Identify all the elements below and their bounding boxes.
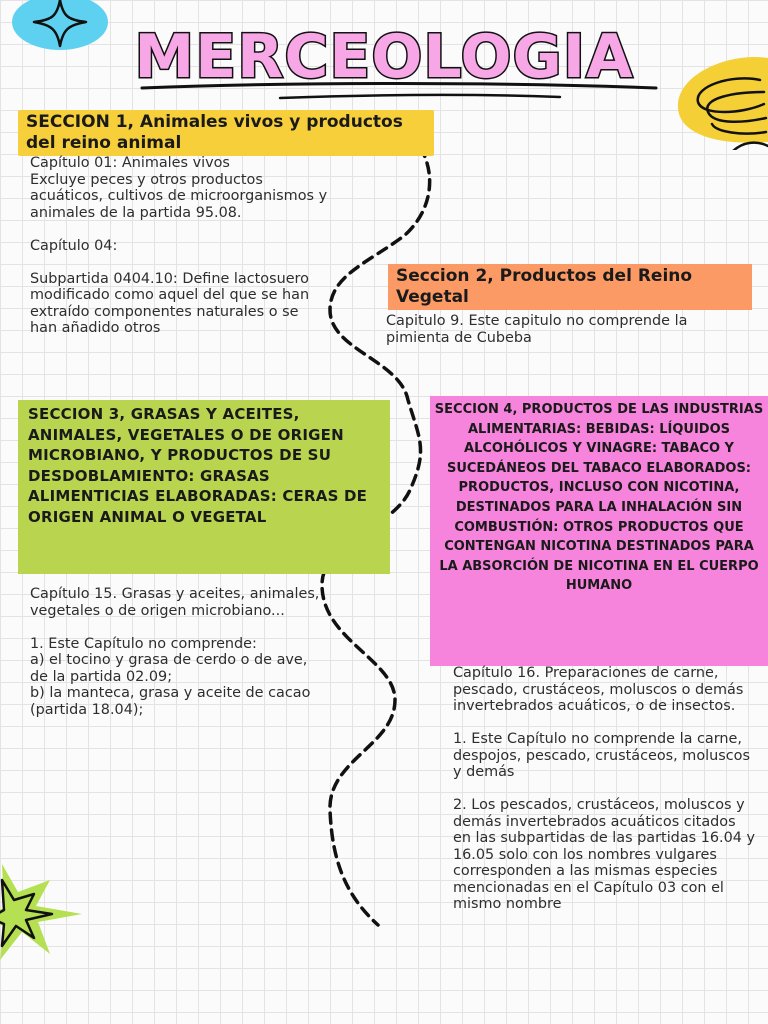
page-title: MERCEOLOGIA [134, 22, 634, 92]
section-3-heading: SECCION 3, GRASAS Y ACEITES, ANIMALES, VEGETALES O DE ORIGEN MICROBIANO, Y PRODUCTOS DE SU DESDOBLAMIENTO: GRASAS ALIMENTICIAS ELABORADAS: CERAS DE ORIGEN ANIMAL O VEGETAL [18, 400, 390, 574]
section-2-body: Capitulo 9. Este capitulo no comprende la pimienta de Cubeba [386, 313, 688, 346]
section-1-body: Capítulo 01: Animales vivos Excluye peces y otros productos acuáticos, cultivos de microorganismos y animales de la partida 95.08. Capítulo 04: Subpartida 0404.10: Define lactosuero modificado como aquel del que se han extraído componentes naturales o se han añadido otros [30, 155, 328, 336]
section-4-body: Capítulo 16. Preparaciones de carne, pescado, crustáceos, moluscos o demás invertebrados acuáticos, o de insectos. 1. Este Capítulo no comprende la carne, despojos, pescado, crustáceos, moluscos y demás 2. Los pescados, crustáceos, moluscos y demás invertebrados acuáticos citados en las subpartidas de las partidas 16.04 y 16.05 solo con los nombres vulgares corresponden a las mismas especies mencionadas en el Capítulo 03 con el mismo nombre [453, 665, 755, 912]
section-4-heading: SECCION 4, PRODUCTOS DE LAS INDUSTRIAS ALIMENTARIAS: BEBIDAS: LÍQUIDOS ALCOHÓLICOS Y VINAGRE: TABACO Y SUCEDÁNEOS DEL TABACO ELABORADOS: PRODUCTOS, INCLUSO CON NICOTINA, DESTINADOS PARA LA INHALACIÓN SIN COMBUSTIÓN: OTROS PRODUCTOS QUE CONTENGAN NICOTINA DESTINADOS PARA LA ABSORCIÓN DE NICOTINA EN EL CUERPO HUMANO [430, 396, 768, 666]
section-1-heading: SECCION 1, Animales vivos y productos del reino animal [18, 110, 434, 156]
section-2-heading: Seccion 2, Productos del Reino Vegetal [388, 264, 752, 310]
section-3-body: Capítulo 15. Grasas y aceites, animales, vegetales o de origen microbiano... 1. Este Capítulo no comprende: a) el tocino y grasa de cerdo o de ave, de la partida 02.09; b) la manteca, grasa y aceite de cacao (partida 18.04); [30, 586, 320, 718]
